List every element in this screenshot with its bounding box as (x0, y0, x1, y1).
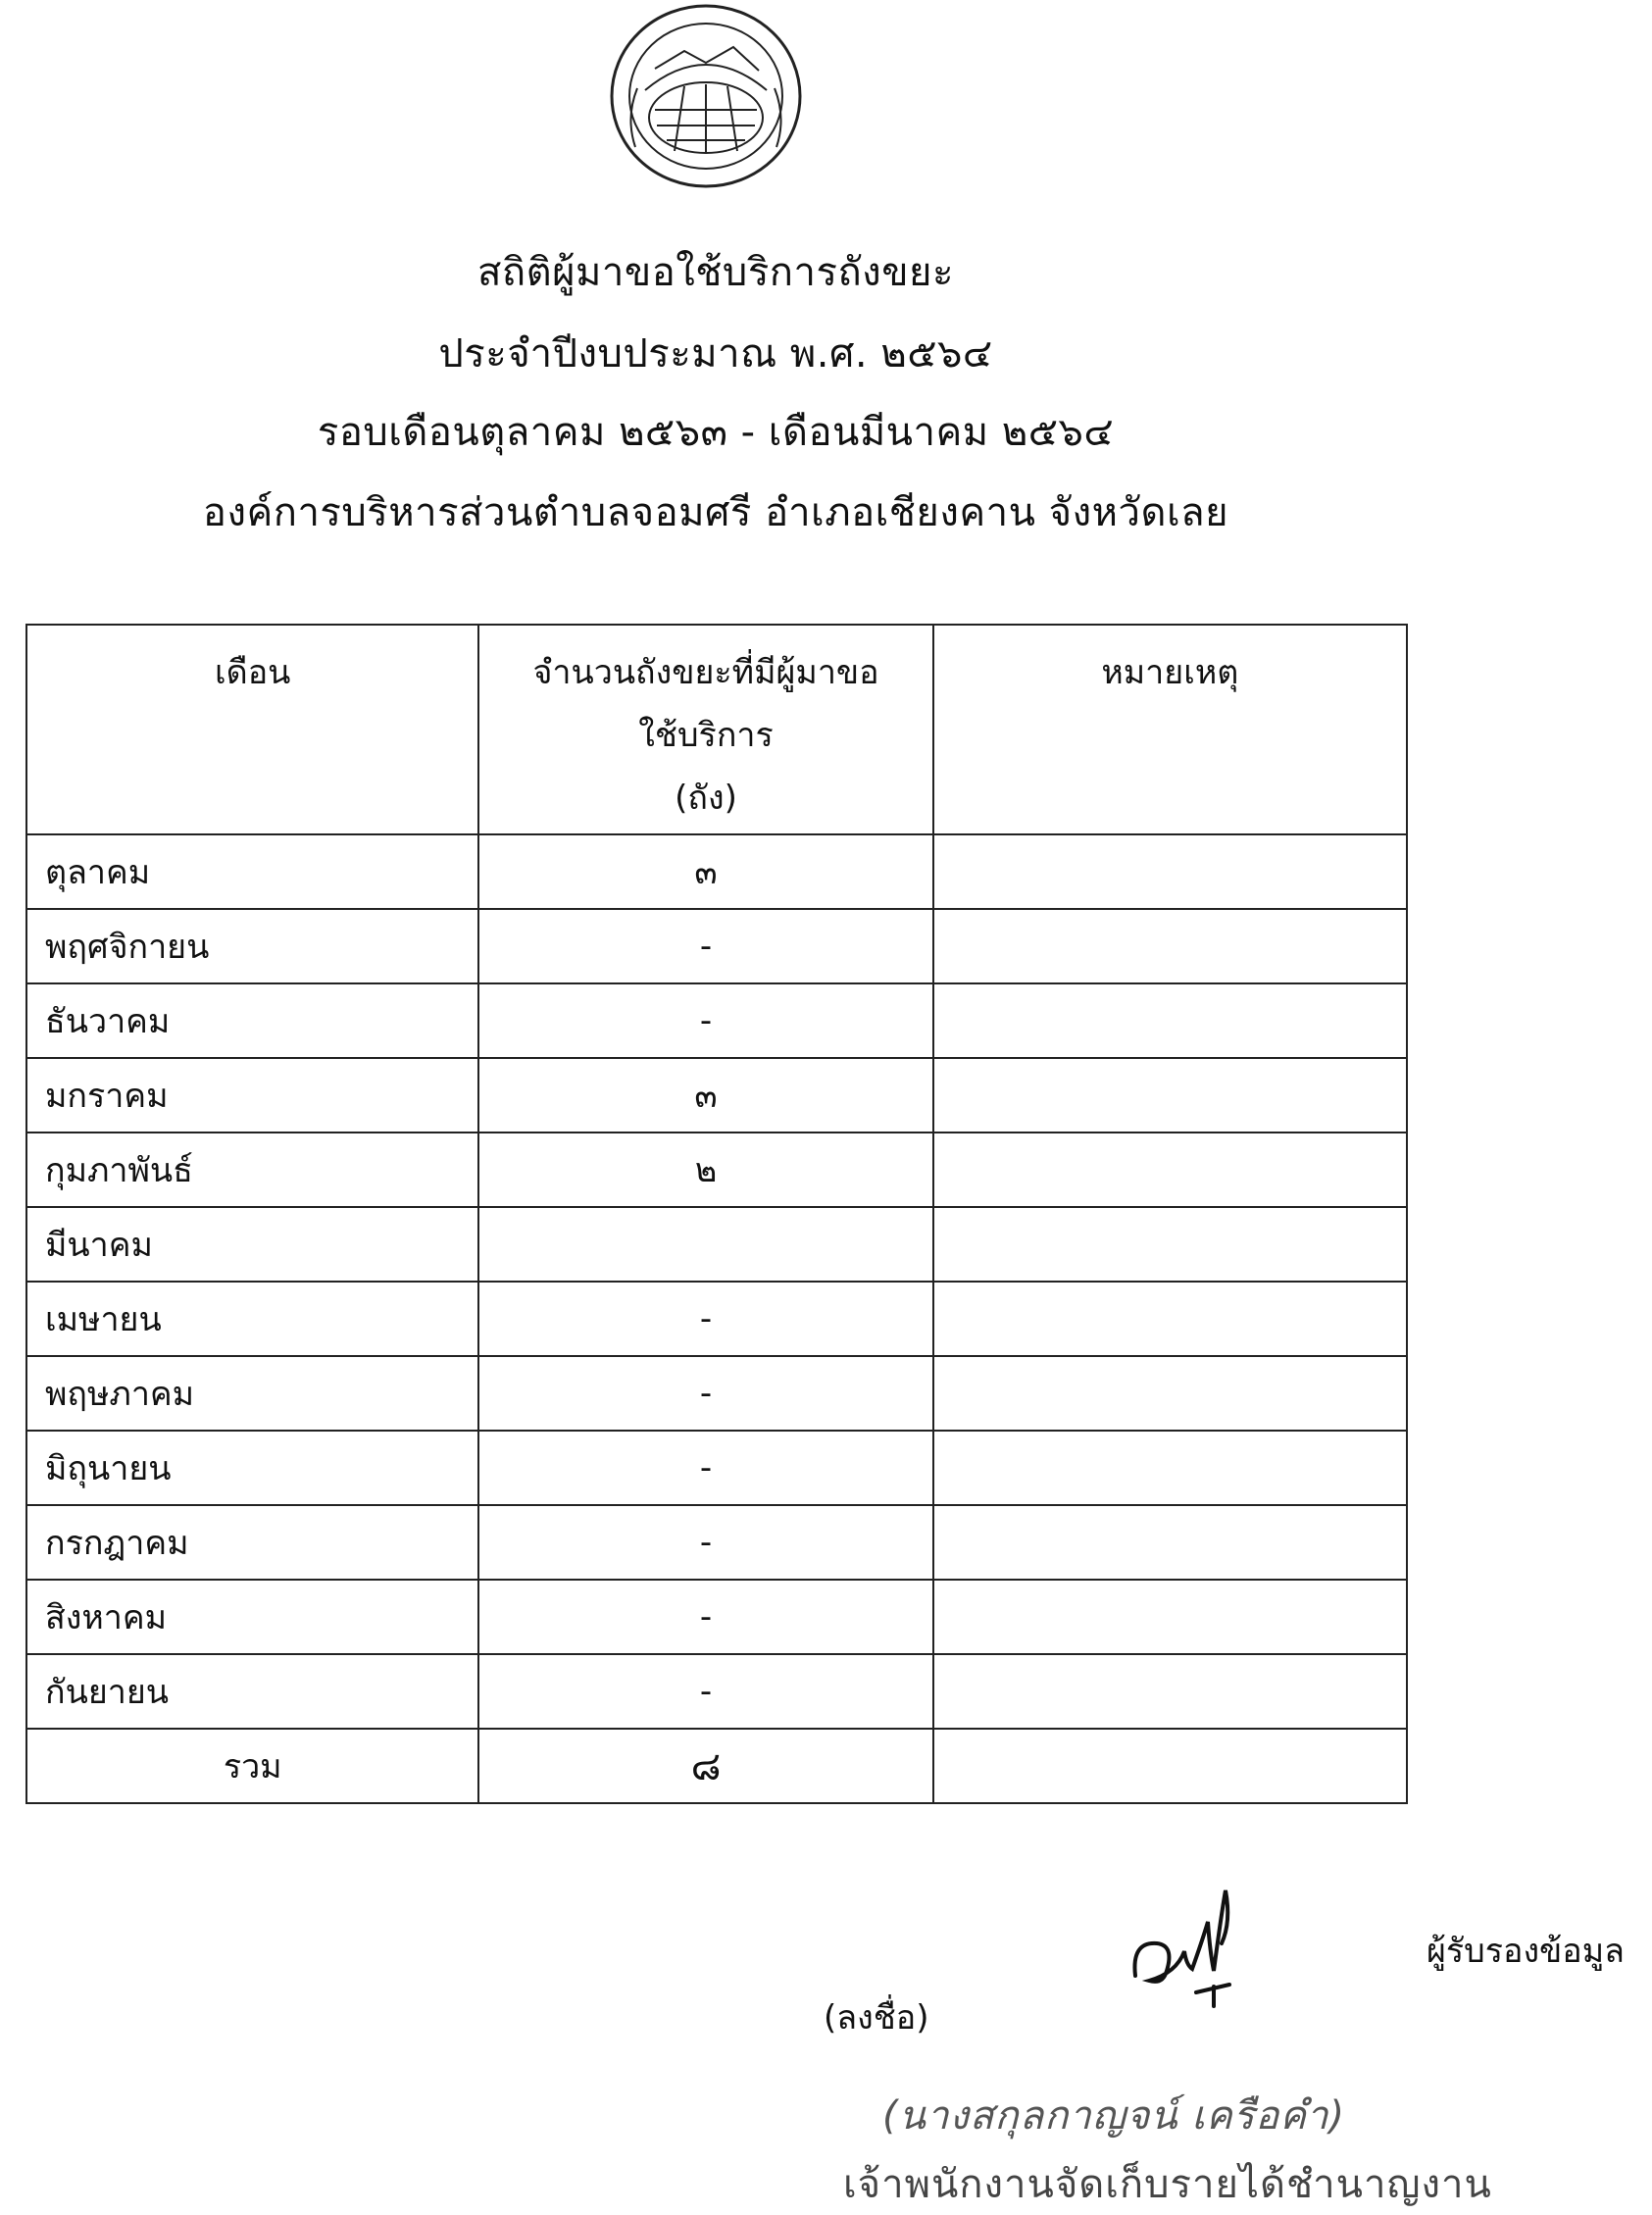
total-label: รวม (26, 1729, 478, 1803)
month-cell: ธันวาคม (26, 983, 478, 1058)
count-cell: ๓ (478, 834, 932, 909)
table-row (26, 1058, 1407, 1133)
table-row (26, 983, 1407, 1058)
count-cell: - (478, 1282, 932, 1356)
certifier-role: ผู้รับรองข้อมูล (1427, 1932, 1625, 1971)
month-cell: ตุลาคม (26, 834, 478, 909)
count-cell: - (478, 1505, 932, 1580)
sign-label: (ลงชื่อ) (824, 1998, 929, 2038)
month-cell: กันยายน (26, 1654, 478, 1729)
month-cell: มกราคม (26, 1058, 478, 1133)
header-remark: หมายเหตุ (933, 625, 1407, 834)
table-row (26, 1505, 1407, 1580)
document-title: สถิติผู้มาขอใช้บริการถังขยะ (477, 250, 954, 295)
remark-cell (933, 1058, 1407, 1133)
total-count: ๘ (478, 1729, 932, 1803)
handwritten-signature-icon (1127, 1883, 1245, 2010)
count-cell: ๒ (478, 1133, 932, 1207)
month-cell: กรกฎาคม (26, 1505, 478, 1580)
period-line: รอบเดือนตุลาคม ๒๕๖๓ - เดือนมีนาคม ๒๕๖๔ (317, 410, 1115, 455)
remark-cell (933, 1654, 1407, 1729)
count-cell: - (478, 1431, 932, 1505)
statistics-table (25, 624, 1408, 1804)
month-cell: พฤษภาคม (26, 1356, 478, 1431)
remark-cell (933, 1207, 1407, 1282)
header-count-unit: (ถัง) (675, 779, 737, 818)
month-cell: กุมภาพันธ์ (26, 1133, 478, 1207)
table-row (26, 1431, 1407, 1505)
remark-cell (933, 909, 1407, 983)
month-cell: มิถุนายน (26, 1431, 478, 1505)
month-cell: มีนาคม (26, 1207, 478, 1282)
count-cell: - (478, 983, 932, 1058)
certifier-title: เจ้าพนักงานจัดเก็บรายได้ชำนาญงาน (843, 2162, 1492, 2207)
count-cell: - (478, 909, 932, 983)
table-header-row (26, 625, 1407, 834)
certifier-name: (นางสกุลกาญจน์ เครือคำ) (882, 2093, 1346, 2139)
header-count-line: ใช้บริการ (638, 716, 774, 755)
total-remark (933, 1729, 1407, 1803)
month-cell: สิงหาคม (26, 1580, 478, 1654)
remark-cell (933, 1282, 1407, 1356)
organization-seal-icon (596, 0, 816, 196)
table-row (26, 1133, 1407, 1207)
count-cell: ๓ (478, 1058, 932, 1133)
remark-cell (933, 1505, 1407, 1580)
remark-cell (933, 1356, 1407, 1431)
header-count (478, 625, 932, 834)
header-month: เดือน (26, 625, 478, 834)
remark-cell (933, 1580, 1407, 1654)
total-row (26, 1729, 1407, 1803)
remark-cell (933, 834, 1407, 909)
header-count-line: จำนวนถังขยะที่มีผู้มาขอ (532, 653, 879, 692)
table-row (26, 1580, 1407, 1654)
organization-line: องค์การบริหารส่วนตำบลจอมศรี อำเภอเชียงคาน จังหวัดเลย (202, 490, 1229, 535)
table-row (26, 834, 1407, 909)
fiscal-year-line: ประจำปีงบประมาณ พ.ศ. ๒๕๖๔ (438, 331, 993, 377)
count-cell: - (478, 1580, 932, 1654)
remark-cell (933, 1431, 1407, 1505)
month-cell: พฤศจิกายน (26, 909, 478, 983)
table-row (26, 1282, 1407, 1356)
count-cell: - (478, 1654, 932, 1729)
table-row (26, 1356, 1407, 1431)
month-cell: เมษายน (26, 1282, 478, 1356)
count-cell: - (478, 1356, 932, 1431)
count-cell (478, 1207, 932, 1282)
table-row (26, 1654, 1407, 1729)
remark-cell (933, 983, 1407, 1058)
table-row (26, 909, 1407, 983)
remark-cell (933, 1133, 1407, 1207)
table-row (26, 1207, 1407, 1282)
